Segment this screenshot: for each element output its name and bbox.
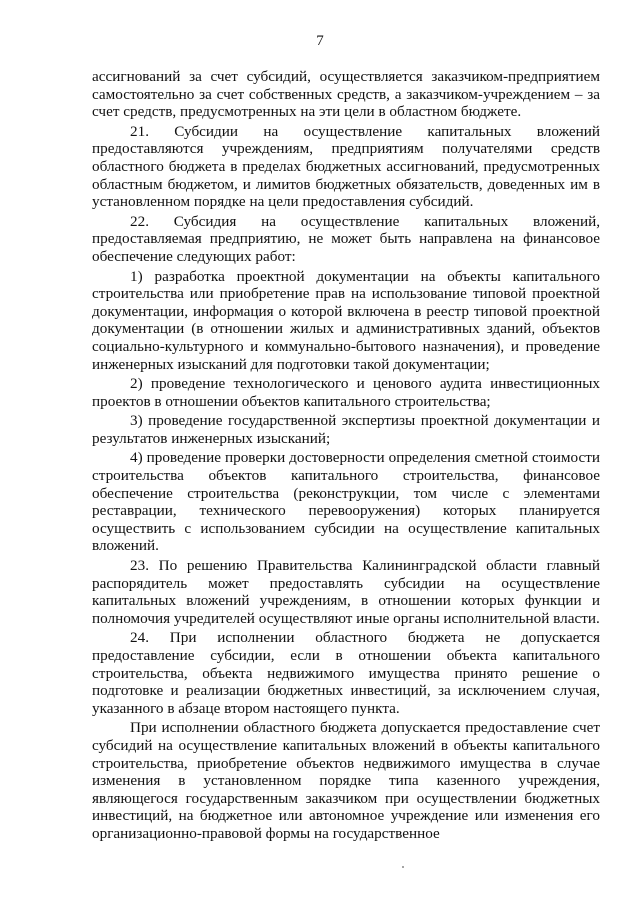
paragraph-subitem-2: 2) проведение технологического и ценового аудита инвестиционных проектов в отношении объектов капитального строительства; bbox=[92, 375, 600, 410]
paragraph-subitem-1: 1) разработка проектной документации на объекты капитального строительства или приобретение прав на использование типовой проектной документации, информация о которой включена в реестр типовой проектной документации (в отношении жилых и административных зданий, объектов социально-культурного и коммунально-бытового назначения), и проведение инженерных изысканий для подготовки такой документации; bbox=[92, 267, 600, 373]
scan-artifact-dot bbox=[402, 866, 404, 868]
paragraph-item-24-second: При исполнении областного бюджета допускается предоставление счет субсидий на осуществление капитальных вложений в объекты капитального строительства, приобретение объектов недвижимого имущества в случае изменения в установленном порядке типа казенного учреждения, являющегося государственным заказчиком при осуществлении бюджетных инвестиций, на бюджетное или автономное учреждение или изменения его организационно-правовой формы на государственное bbox=[92, 719, 600, 842]
paragraph-continuation: ассигнований за счет субсидий, осуществляется заказчиком-предприятием самостоятельно за счет собственных средств, а заказчиком-учреждением – за счет средств, предусмотренных на эти цели в областном бюджете. bbox=[92, 68, 600, 121]
document-body bbox=[92, 68, 600, 843]
paragraph-subitem-4: 4) проведение проверки достоверности определения сметной стоимости строительства объектов капитального строительства, финансовое обеспечение строительства (реконструкции, том числе с элементами реставрации, технического перевооружения) которых планируется осуществить с использованием субсидии на осуществление капитальных вложений. bbox=[92, 449, 600, 555]
paragraph-item-23: 23. По решению Правительства Калининградской области главный распорядитель может предоставлять субсидии на осуществление капитальных вложений учреждениям, в отношении которых функции и полномочия учредителей осуществляют иные органы исполнительной власти. bbox=[92, 557, 600, 627]
page-number: 7 bbox=[316, 33, 324, 49]
paragraph-subitem-3: 3) проведение государственной экспертизы проектной документации и результатов инженерных изысканий; bbox=[92, 412, 600, 447]
paragraph-item-21: 21. Субсидии на осуществление капитальных вложений предоставляются учреждениям, предприятиям получателями средств областного бюджета в пределах бюджетных ассигнований, предусмотренных областным бюджетом, и лимитов бюджетных обязательств, доведенных им в установленном порядке на цели предоставления субсидий. bbox=[92, 122, 600, 211]
paragraph-item-22: 22. Субсидия на осуществление капитальных вложений, предоставляемая предприятию, не может быть направлена на финансовое обеспечение следующих работ: bbox=[92, 212, 600, 265]
paragraph-item-24: 24. При исполнении областного бюджета не допускается предоставление субсидии, если в отношении объекта капитального строительства, объекта недвижимого имущества принято решение о подготовке и реализации бюджетных инвестиций, за исключением случая, указанного в абзаце втором настоящего пункта. bbox=[92, 629, 600, 717]
